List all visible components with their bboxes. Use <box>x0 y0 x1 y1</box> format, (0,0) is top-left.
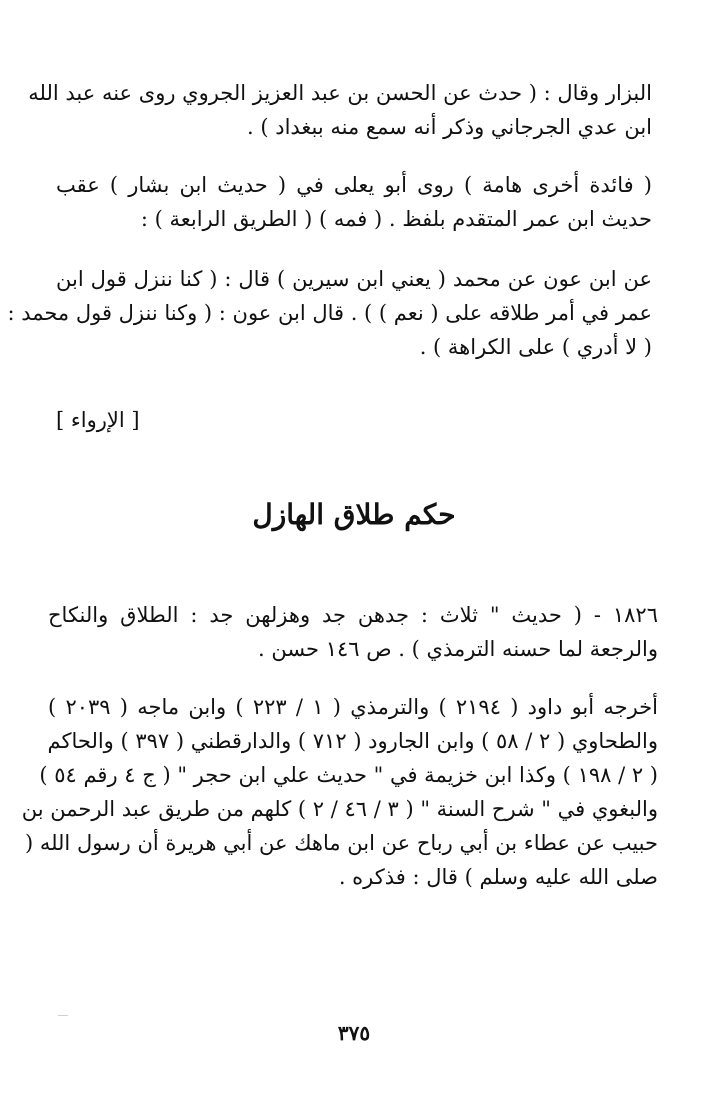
paragraph-ibn-awn-narration <box>7 262 652 364</box>
text-line: ( لا أدري ) على الكراهة ) . <box>419 335 652 359</box>
text-line: ابن عدي الجرجاني وذكر أنه سمع منه ببغداد ) . <box>247 115 652 139</box>
text-line: ( ٢ / ١٩٨ ) وكذا ابن خزيمة في " حديث علي ابن حجر " ( ج ٤ رقم ٥٤ ) <box>39 763 658 787</box>
text-line: حبيب عن عطاء بن أبي رباح عن ابن ماهك عن أبي هريرة أن رسول الله ( <box>24 831 658 855</box>
text-line: ( فائدة أخرى هامة ) روى أبو يعلى في ( حديث ابن بشار ) عقب <box>56 173 652 197</box>
text-line: حديث ابن عمر المتقدم بلفظ . ( فمه ) ( الطريق الرابعة ) : <box>140 207 652 231</box>
paragraph-takhrij <box>21 690 658 894</box>
scan-mark <box>58 1015 68 1016</box>
paragraph-additional-note <box>56 168 652 236</box>
text-line: ١٨٢٦ - ( حديث " ثلاث : جدهن جد وهزلهن جد : الطلاق والنكاح <box>48 603 658 627</box>
section-heading: حكم طلاق الهازل <box>252 498 456 531</box>
paragraph-hadith-1826 <box>48 598 658 666</box>
text-line: والطحاوي ( ٢ / ٥٨ ) وابن الجارود ( ٧١٢ ) والدارقطني ( ٣٩٧ ) والحاكم <box>47 729 658 753</box>
text-line: والرجعة لما حسنه الترمذي ) . ص ١٤٦ حسن . <box>257 637 658 661</box>
source-reference: [ الإرواء ] <box>56 408 140 432</box>
text-line: صلى الله عليه وسلم ) قال : فذكره . <box>338 865 658 889</box>
text-line: البزار وقال : ( حدث عن الحسن بن عبد العزيز الجروي روى عنه عبد الله <box>28 81 652 105</box>
paragraph-bazzar-quote <box>28 76 652 144</box>
page-number: ٣٧٥ <box>337 1021 371 1045</box>
text-line: عن ابن عون عن محمد ( يعني ابن سيرين ) قال : ( كنا ننزل قول ابن <box>56 267 652 291</box>
text-line: والبغوي في " شرح السنة " ( ٣ / ٤٦ / ٢ ) كلهم من طريق عبد الرحمن بن <box>21 797 658 821</box>
text-line: أخرجه أبو داود ( ٢١٩٤ ) والترمذي ( ١ / ٢٢٣ ) وابن ماجه ( ٢٠٣٩ ) <box>48 695 658 719</box>
text-line: عمر في أمر طلاقه على ( نعم ) ) . قال ابن عون : ( وكنا ننزل قول محمد : <box>7 301 652 325</box>
